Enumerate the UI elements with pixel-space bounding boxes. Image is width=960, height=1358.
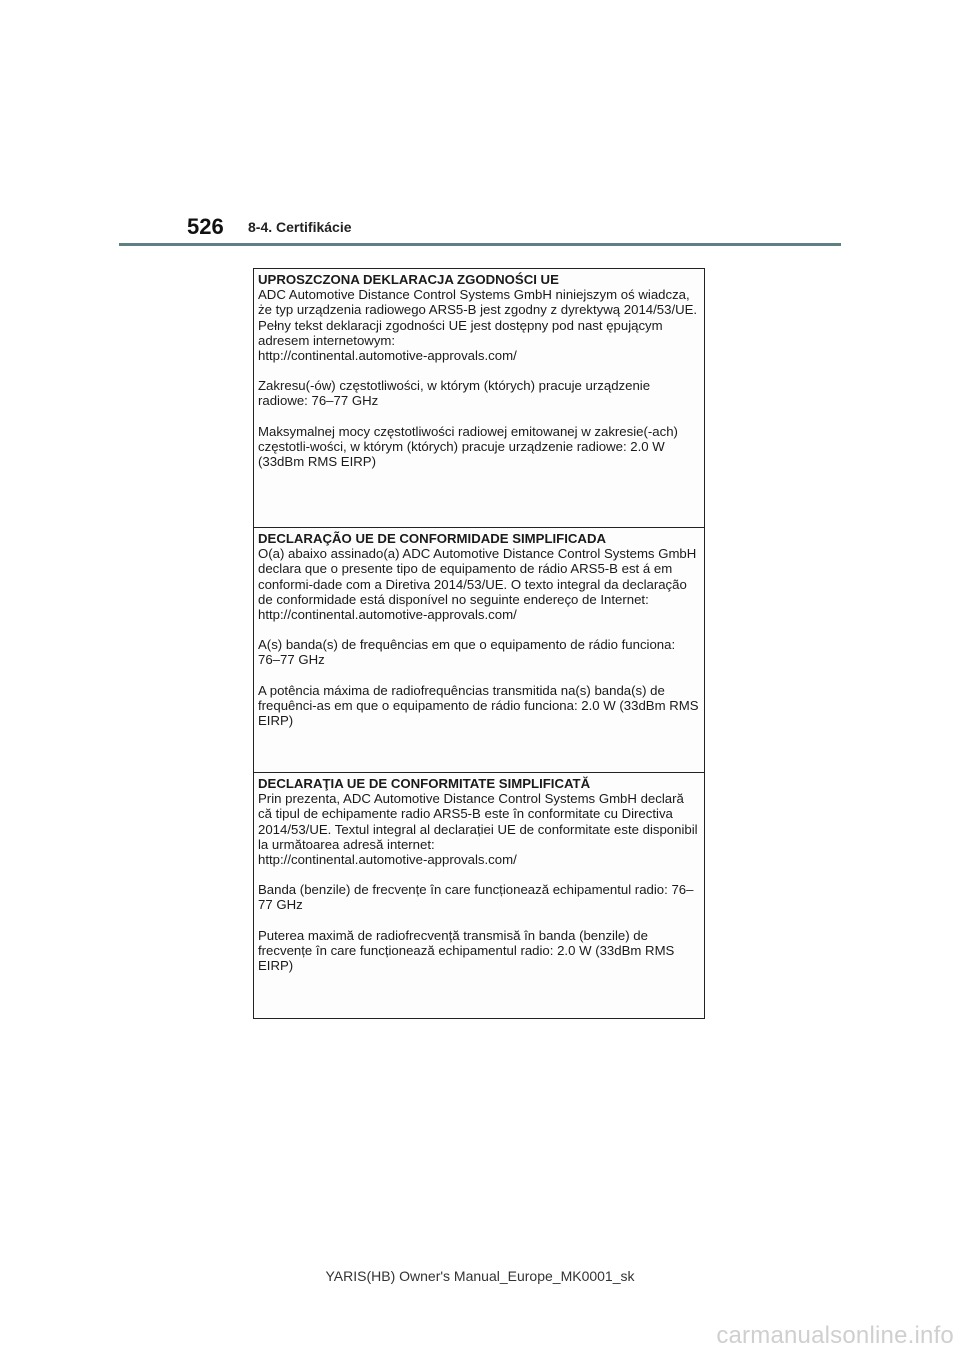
- certification-box: [253, 268, 705, 1019]
- polish-heading: UPROSZCZONA DEKLARACJA ZGODNOŚCI UE: [258, 272, 559, 287]
- header-divider: [119, 243, 841, 246]
- polish-frequency: Zakresu(-ów) częstotliwości, w którym (których) pracuje urządzenie radiowe: 76–77 GHz: [258, 378, 651, 409]
- section-title: 8-4. Certifikácie: [248, 219, 352, 235]
- romanian-declaration: [254, 772, 704, 1016]
- portuguese-power: A potência máxima de radiofrequências transmitida na(s) banda(s) de frequênci-as em que o equipamento de rádio funciona: 2.0 W (33dBm RMS EIRP): [258, 682, 699, 729]
- portuguese-url: http://continental.automotive-approvals.com/: [258, 607, 517, 623]
- romanian-body: Prin prezenta, ADC Automotive Distance Control Systems GmbH declară că tipul de echipamente radio ARS5-B este în conformitate cu Directiva 2014/53/UE. Textul integral al declarației UE de conformitate este disponibil la următoarea adresă internet:: [258, 791, 698, 852]
- romanian-url: http://continental.automotive-approvals.com/: [258, 852, 517, 868]
- romanian-power: Puterea maximă de radiofrecvență transmisă în banda (benzile) de frecvențe în care funcționează echipamentul radio: 2.0 W (33dBm RMS EIRP): [258, 927, 675, 974]
- romanian-heading: DECLARAŢIA UE DE CONFORMITATE SIMPLIFICATĂ: [258, 776, 591, 791]
- polish-declaration: [254, 269, 704, 527]
- page-number: 526: [187, 214, 224, 239]
- portuguese-declaration: [254, 527, 704, 772]
- polish-body: ADC Automotive Distance Control Systems GmbH niniejszym oś wiadcza, że typ urządzenia radiowego ARS5-B jest zgodny z dyrektywą 2014/53/UE. Pełny tekst deklaracji zgodności UE jest dostępny pod nast ępującym adresem internetowym:: [258, 287, 698, 348]
- romanian-frequency: Banda (benzile) de frecvențe în care funcționează echipamentul radio: 76–77 GHz: [258, 882, 694, 913]
- watermark-logo: carmanualsonline.info: [716, 1322, 954, 1349]
- page-header: [0, 0, 960, 250]
- polish-power: Maksymalnej mocy częstotliwości radiowej emitowanej w zakresie(-ach) częstotli-wości, w którym (których) pracuje urządzenie radiowe: 2.0 W (33dBm RMS EIRP): [258, 423, 678, 470]
- portuguese-heading: DECLARAÇÃO UE DE CONFORMIDADE SIMPLIFICADA: [258, 531, 607, 546]
- footer-manual-id: YARIS(HB) Owner's Manual_Europe_MK0001_sk: [325, 1268, 635, 1284]
- polish-url: http://continental.automotive-approvals.com/: [258, 348, 517, 364]
- portuguese-body: O(a) abaixo assinado(a) ADC Automotive Distance Control Systems GmbH declara que o presente tipo de equipamento de rádio ARS5-B est á em conformi-dade com a Diretiva 2014/53/UE. O texto integral da declaração de conformidade está disponível no seguinte endereço de Internet:: [258, 546, 697, 607]
- portuguese-frequency: A(s) banda(s) de frequências em que o equipamento de rádio funciona: 76–77 GHz: [258, 637, 676, 668]
